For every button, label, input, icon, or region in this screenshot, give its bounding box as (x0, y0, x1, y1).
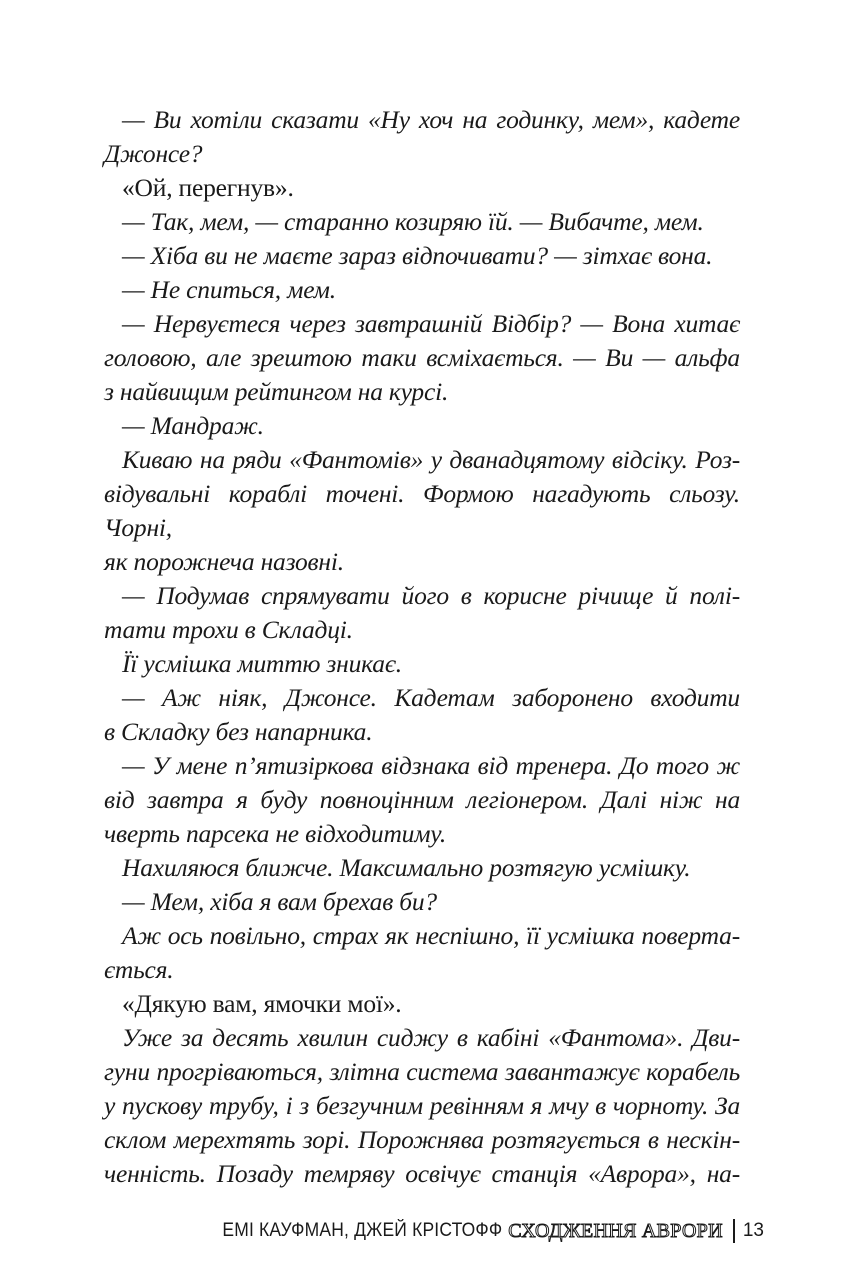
text-line: ченність. Позаду темряву освічує станція «Аврора», на- (104, 1159, 740, 1188)
running-footer (198, 1219, 764, 1243)
text-line: Нахиляюся ближче. Максимально розтягую усмішку. (122, 853, 691, 882)
text-line: тати трохи в Складці. (104, 615, 353, 644)
text-line: «Ой, перегнув». (122, 173, 294, 202)
text-line: відувальні кораблі точені. Формою нагадують сльозу. Чорні, (104, 479, 740, 542)
text-line: склом мерехтять зорі. Порожнява розтягується в нескін- (104, 1125, 740, 1154)
text-line: Джонсе? (104, 139, 203, 168)
text-line: — Хіба ви не маєте зараз відпочивати? — зітхає вона. (122, 241, 713, 270)
text-line: — Ви хотіли сказати «Ну хоч на годинку, мем», кадете (122, 105, 740, 134)
text-line: — Мандраж. (122, 411, 264, 440)
text-line: — Аж ніяк, Джонсе. Кадетам заборонено входити (122, 683, 740, 712)
footer-book-title: СХОДЖЕННЯ АВРОРИ (508, 1220, 723, 1242)
text-line: з найвищим рейтингом на курсі. (104, 377, 449, 406)
page-number: 13 (742, 1220, 764, 1241)
text-line: Аж ось повільно, страх як неспішно, її усмішка поверта- (122, 921, 740, 950)
text-line: головою, але зрештою таки всміхається. — Ви — альфа (104, 343, 740, 372)
text-line: від завтра я буду повноцінним легіонером. Далі ніж на (104, 785, 740, 814)
text-line: чверть парсека не відходитиму. (104, 819, 446, 848)
text-line: Її усмішка миттю зникає. (122, 649, 402, 678)
text-line: Уже за десять хвилин сиджу в кабіні «Фантома». Дви- (122, 1023, 740, 1052)
text-line: — Мем, хіба я вам брехав би? (122, 887, 437, 916)
text-line: у пускову трубу, і з безгучним ревінням я мчу в чорноту. За (104, 1091, 740, 1120)
footer-authors: ЕМІ КАУФМАН, ДЖЕЙ КРІСТОФФ (222, 1220, 503, 1241)
text-line: — Не спиться, мем. (122, 275, 336, 304)
text-line: — Так, мем, — старанно козиряю їй. — Вибачте, мем. (122, 207, 704, 236)
text-line: як порожнеча назовні. (104, 547, 344, 576)
body-text (104, 103, 740, 1191)
text-line: — Подумав спрямувати його в корисне річище й полі- (122, 581, 740, 610)
text-line: — У мене п’ятизіркова відзнака від тренера. До того ж (122, 751, 740, 780)
text-line: в Складку без напарника. (104, 717, 373, 746)
text-line: — Нервуєтеся через завтрашній Відбір? — Вона хитає (122, 309, 740, 338)
text-line: гуни прогріваються, злітна система завантажує корабель (104, 1057, 740, 1086)
text-line: «Дякую вам, ямочки мої». (122, 989, 402, 1018)
footer-divider (733, 1219, 735, 1243)
text-line: Киваю на ряди «Фантомів» у дванадцятому відсіку. Роз- (122, 445, 740, 474)
text-line: ється. (104, 955, 174, 984)
